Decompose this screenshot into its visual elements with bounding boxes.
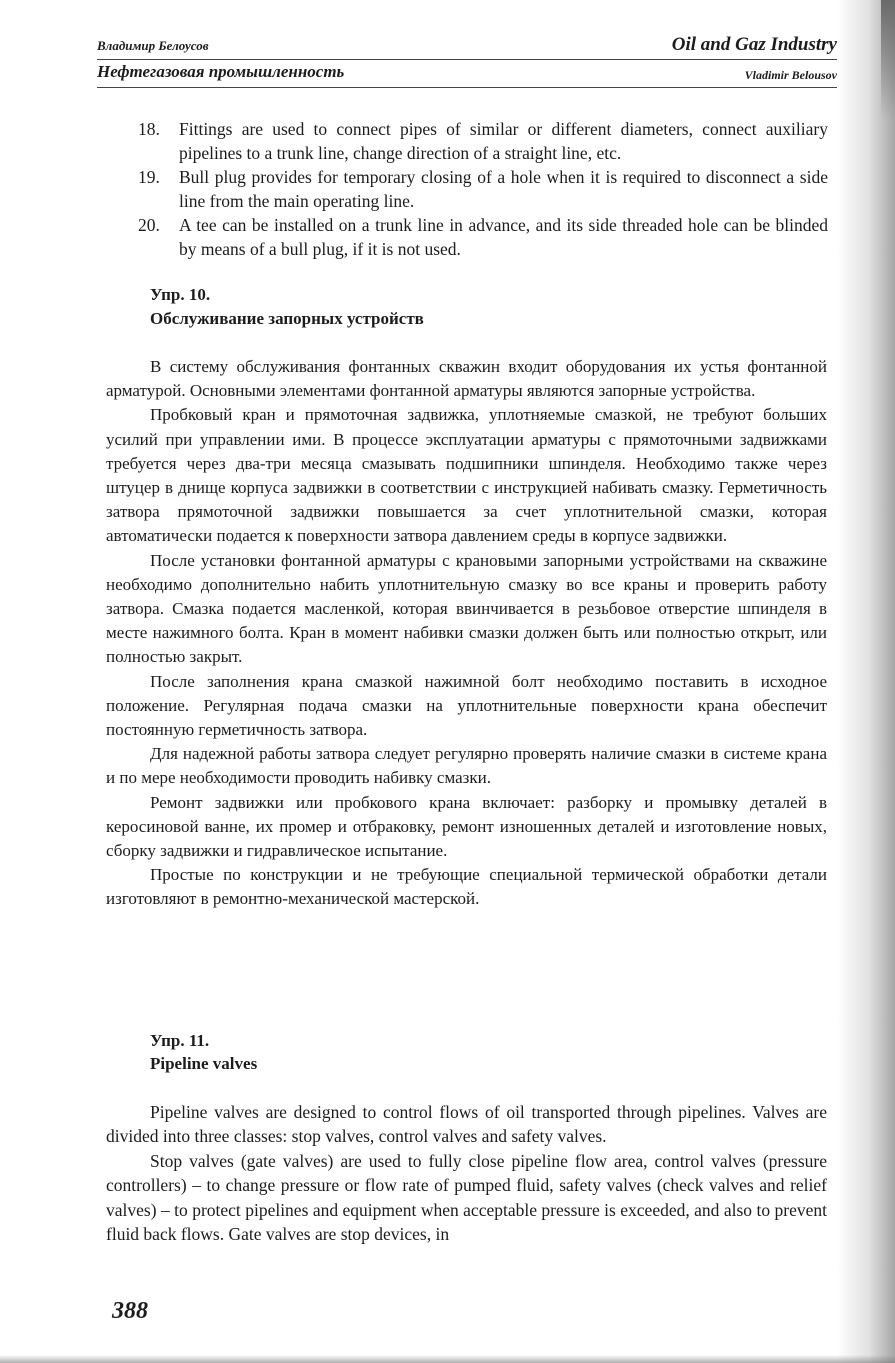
paragraph: В систему обслуживания фонтанных скважин входит оборудования их устья фонтанной арматурой. Основными элементами фонтанной арматуры являются запорные устройства.	[106, 357, 827, 401]
running-head-author: Владимир Белоусов	[97, 38, 209, 53]
exercise-number: Упр. 10.	[150, 285, 211, 304]
paragraph: Для надежной работы затвора следует регулярно проверять наличие смазки в системе крана и по мере необходимости проводить набивку смазки.	[106, 744, 827, 788]
list-item	[138, 165, 828, 213]
list-item	[138, 213, 828, 261]
page-edge-shadow	[837, 0, 895, 1363]
paragraph: После заполнения крана смазкой нажимной болт необходимо поставить в исходное положение. Регулярная подача смазки на уплотнительные поверхности крана обеспечит постоянную герметичность затвора.	[106, 671, 827, 740]
exercise-title: Обслуживание запорных устройств	[150, 309, 424, 328]
paragraph: Пробковый кран и прямоточная задвижка, уплотняемые смазкой, не требуют больших усилий при управлении ими. В процессе эксплуатации арматуры с прямоточными задвижками требуется через два-три месяца смазывать подшипники шпинделя. Необходимо также через штуцер в днище корпуса задвижки в соответствии с инструкцией набивать смазку. Герметичность затвора прямоточной задвижки повышается за счет уплотнительной смазки, которая автоматически подается к поверхности затвора давлением среды в корпусе задвижки.	[106, 405, 827, 546]
item-number: 18.	[138, 119, 160, 139]
exercise-title: Pipeline valves	[150, 1054, 258, 1073]
item-number: 19.	[138, 167, 160, 187]
running-head-title-russian: Нефтегазовая промышленность	[97, 62, 345, 81]
header-rule	[97, 87, 837, 88]
page-bottom-shadow	[0, 1355, 895, 1363]
running-head-author-english: Vladimir Belousov	[744, 68, 837, 82]
item-number: 20.	[138, 215, 160, 235]
paragraph: Pipeline valves are designed to control flows of oil transported through pipelines. Valves are divided into three classes: stop valves, control valves and safety valves.	[106, 1102, 827, 1147]
paragraph: Stop valves (gate valves) are used to fully close pipeline flow area, control valves (pressure controllers) – to change pressure or flow rate of pumped fluid, safety valves (check valves and relief valves) – to protect pipelines and equipment when acceptable pressure is exceeded, and also to prevent fluid back flows. Gate valves are stop devices, in	[106, 1150, 827, 1245]
item-text: Bull plug provides for temporary closing of a hole when it is required to disconnect a side line from the main operating line.	[179, 167, 828, 211]
list-item	[138, 117, 828, 165]
exercise-text-english	[106, 1100, 827, 1246]
paragraph: Простые по конструкции и не требующие специальной термической обработки детали изготовляют в ремонтно-механической мастерской.	[106, 865, 827, 909]
item-text: Fittings are used to connect pipes of similar or different diameters, connect auxiliary pipelines to a trunk line, change direction of a straight line, etc.	[179, 119, 828, 163]
page-corner-shadow	[881, 0, 895, 120]
page-number: 388	[112, 1298, 148, 1324]
exercise-text-russian	[106, 355, 827, 912]
numbered-list	[138, 117, 828, 261]
item-text: A tee can be installed on a trunk line in advance, and its side threaded hole can be blinded by means of a bull plug, if it is not used.	[179, 215, 828, 259]
paragraph: Ремонт задвижки или пробкового крана включает: разборку и промывку деталей в керосиновой ванне, их промер и отбраковку, ремонт изношенных деталей и изготовление новых, сборку задвижки и гидравлическое испытание.	[106, 792, 827, 861]
exercise-number: Упр. 11.	[150, 1031, 210, 1050]
header-rule	[97, 59, 837, 60]
running-head-title-english: Oil and Gaz Industry	[671, 34, 837, 55]
paragraph: После установки фонтанной арматуры с крановыми запорными устройствами на скважине необходимо дополнительно набить уплотнительную смазку во все краны и проверить работу затвора. Смазка подается масленкой, которая ввинчивается в резьбовое отверстие шпинделя в месте нажимного болта. Кран в момент набивки смазки должен быть или полностью открыт, или полностью закрыт.	[106, 550, 827, 667]
